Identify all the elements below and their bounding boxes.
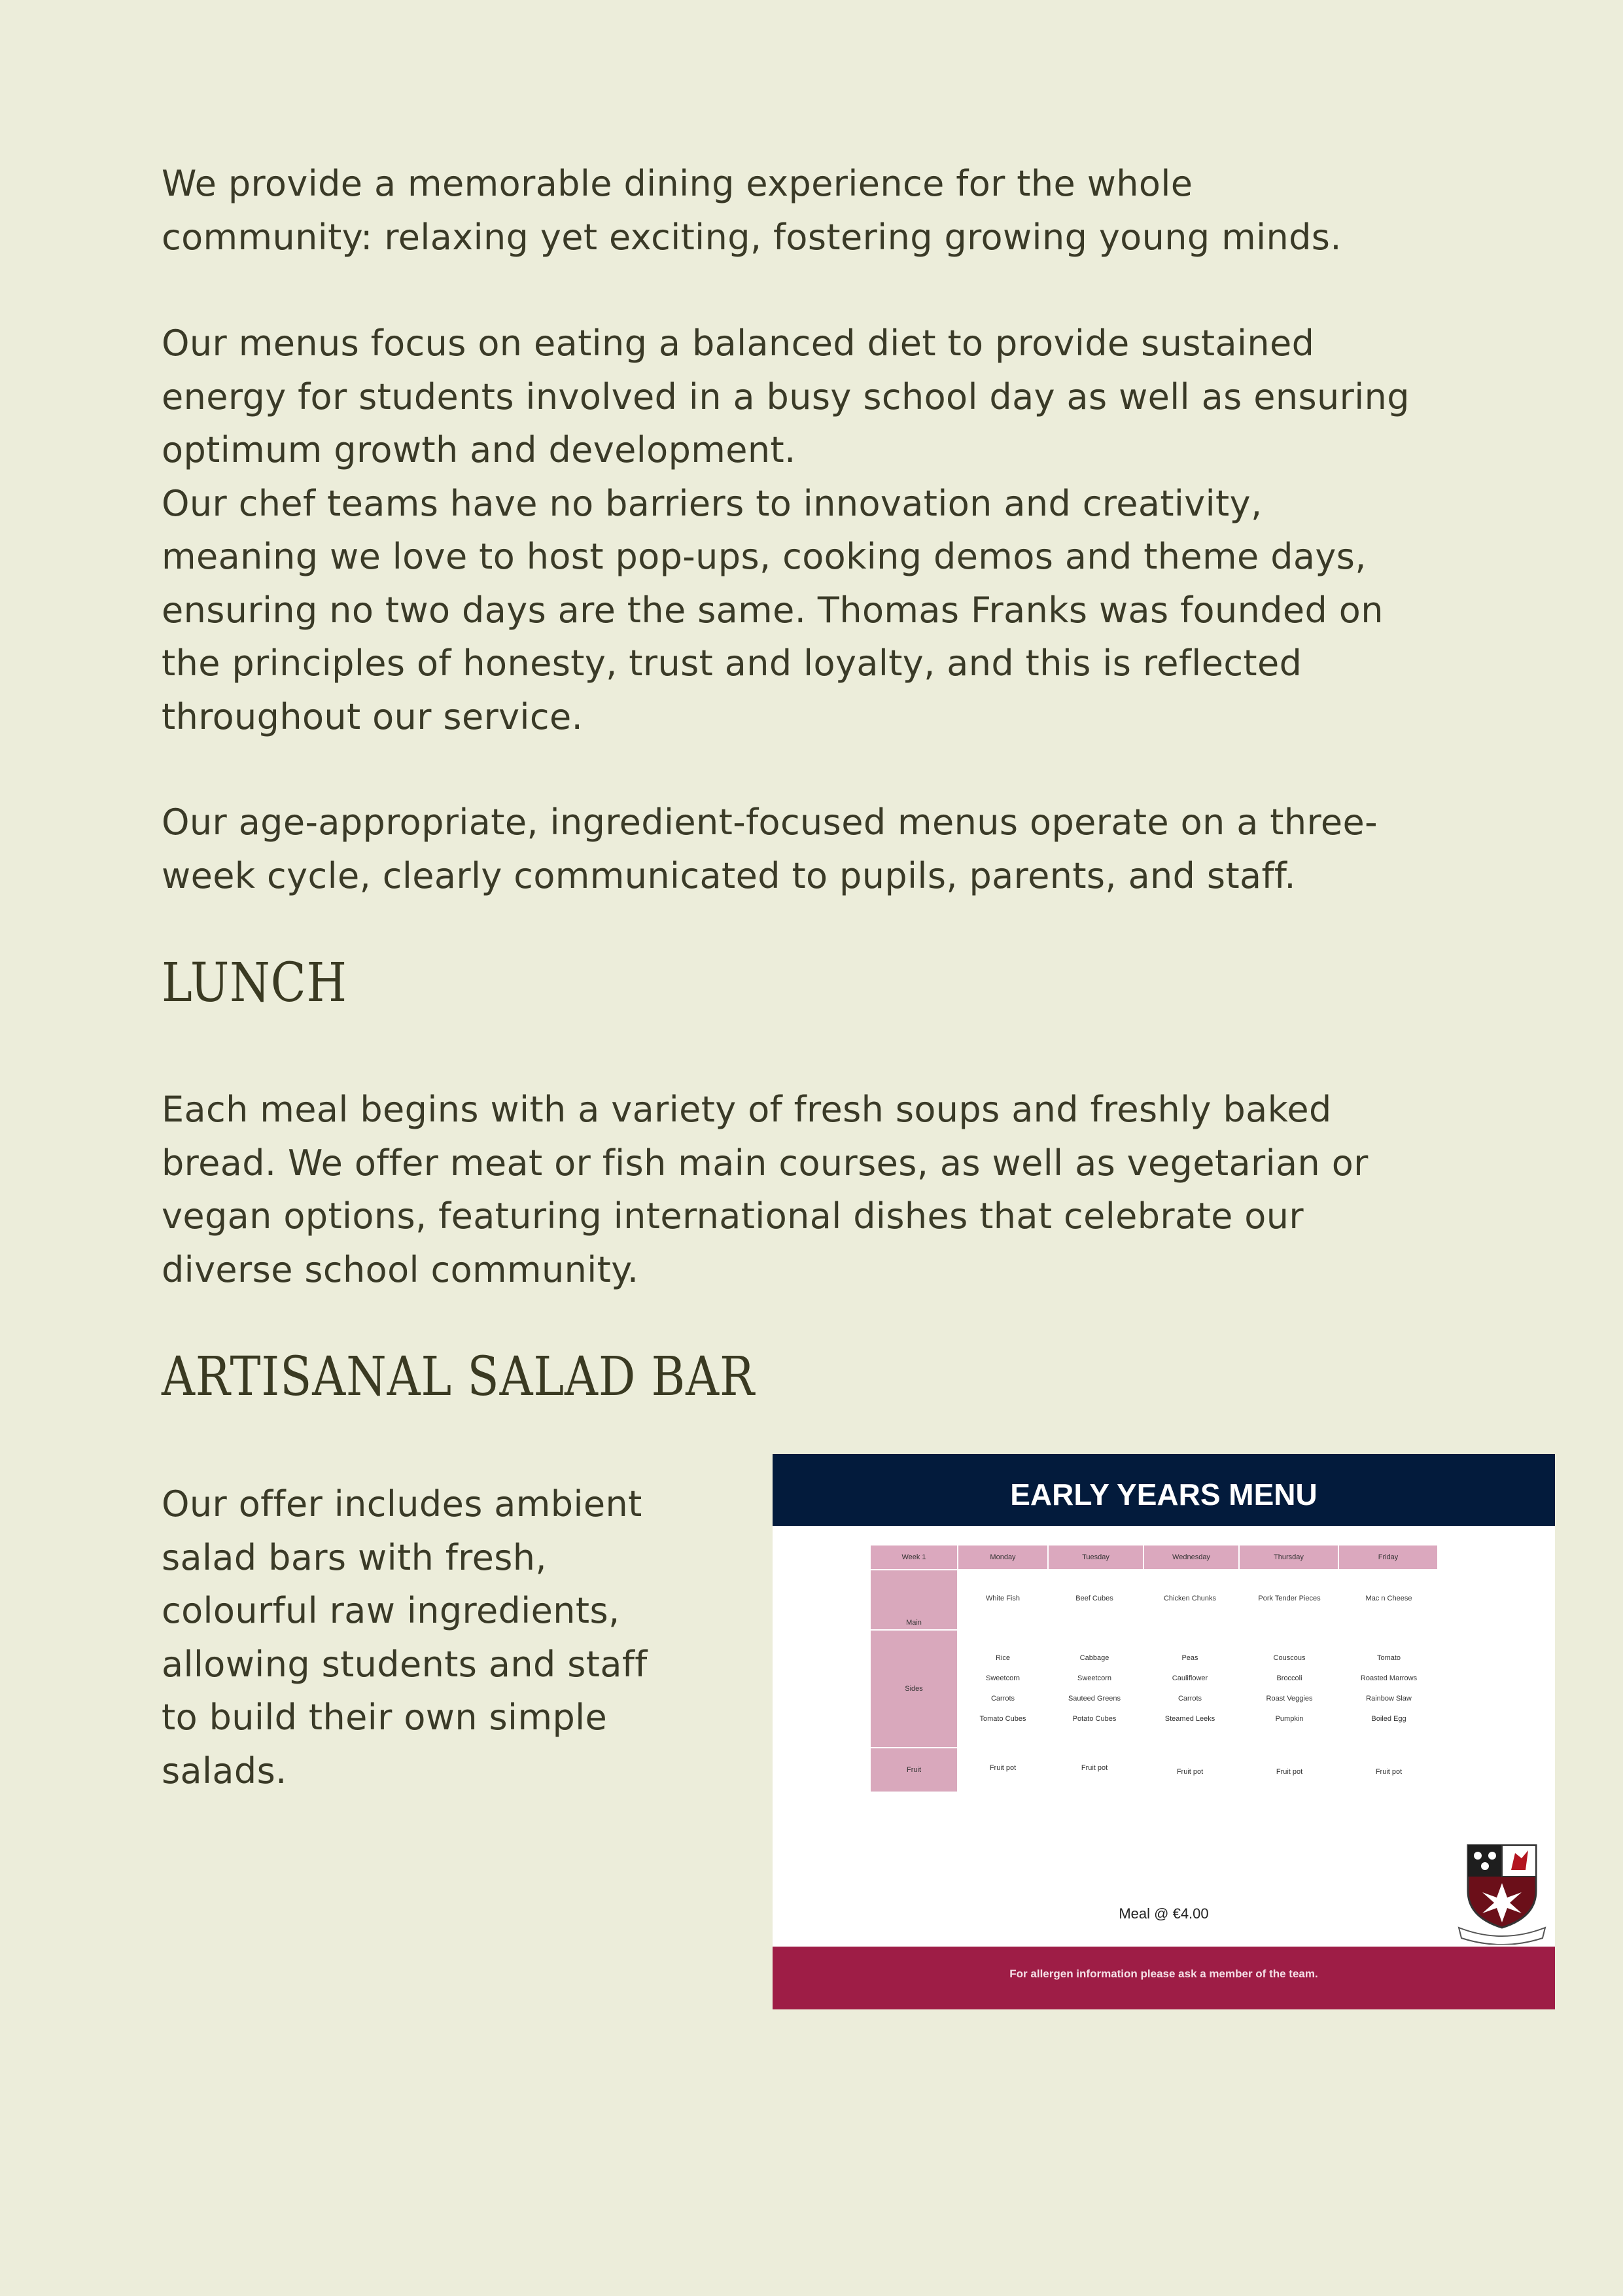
menu-cycle-paragraph: Our age-appropriate, ingredient-focused menus operate on a three- week cycle, clearly communicated to pupils, parents, and staff. bbox=[162, 802, 1378, 896]
row-label-fruit: Fruit bbox=[871, 1748, 957, 1792]
side-item: Rice bbox=[995, 1654, 1010, 1662]
fruit-cell: Fruit pot bbox=[1176, 1768, 1204, 1776]
side-item: Carrots bbox=[1178, 1695, 1202, 1703]
side-item: Cabbage bbox=[1079, 1654, 1109, 1662]
sides-cell bbox=[1244, 1648, 1335, 1729]
side-item: Potato Cubes bbox=[1072, 1715, 1117, 1723]
main-cell: Chicken Chunks bbox=[1163, 1595, 1217, 1602]
sides-cell bbox=[957, 1648, 1049, 1729]
menus-paragraph: Our menus focus on eating a balanced diet to provide sustained energy for students involved in a busy school day as well as ensuring optimum growth and development. Our chef teams have no barriers to innovation and creativity, meaning we love to host pop-ups, cooking demos and theme days, ensuring no two days are the same. Thomas Franks was founded on the principles of honesty, trust and loyalty, and this is reflected throughout our service. bbox=[162, 323, 1410, 737]
main-cell: Mac n Cheese bbox=[1365, 1595, 1412, 1602]
side-item: Cauliflower bbox=[1172, 1674, 1208, 1682]
side-item: Rainbow Slaw bbox=[1366, 1695, 1412, 1703]
side-item: Tomato Cubes bbox=[979, 1715, 1026, 1723]
side-item: Steamed Leeks bbox=[1164, 1715, 1215, 1723]
day-header: Monday bbox=[958, 1545, 1047, 1569]
intro-paragraph: We provide a memorable dining experience for the whole community: relaxing yet exciting, fostering growing young minds. bbox=[162, 163, 1342, 258]
side-item: Broccoli bbox=[1276, 1674, 1302, 1682]
menu-title: EARLY YEARS MENU bbox=[773, 1454, 1555, 1526]
lunch-heading: LUNCH bbox=[162, 952, 347, 1014]
sides-cell bbox=[1144, 1648, 1236, 1729]
fruit-cell: Fruit pot bbox=[1276, 1768, 1303, 1776]
day-header: Thursday bbox=[1240, 1545, 1338, 1569]
row-label-sides: Sides bbox=[871, 1631, 957, 1747]
main-cell: Beef Cubes bbox=[1075, 1595, 1113, 1602]
school-crest-icon bbox=[1456, 1840, 1548, 1945]
week-header: Week 1 bbox=[871, 1545, 957, 1569]
salad-bar-paragraph: Our offer includes ambient salad bars with fresh, colourful raw ingredients, allowing students and staff to build their own simple salads. bbox=[162, 1483, 648, 1792]
salad-bar-heading: ARTISANAL SALAD BAR bbox=[162, 1346, 755, 1408]
side-item: Pumpkin bbox=[1275, 1715, 1304, 1723]
side-item: Roasted Marrows bbox=[1360, 1674, 1418, 1682]
side-item: Tomato bbox=[1376, 1654, 1401, 1662]
side-item: Carrots bbox=[990, 1695, 1015, 1703]
allergen-footer: For allergen information please ask a member of the team. bbox=[773, 1947, 1555, 2009]
main-cell: Pork Tender Pieces bbox=[1258, 1595, 1321, 1602]
day-header: Wednesday bbox=[1144, 1545, 1238, 1569]
side-item: Sweetcorn bbox=[986, 1674, 1020, 1682]
row-label-main: Main bbox=[871, 1570, 957, 1629]
day-header: Friday bbox=[1339, 1545, 1437, 1569]
side-item: Roast Veggies bbox=[1266, 1695, 1313, 1703]
menu-table bbox=[871, 1545, 1433, 1794]
main-cell: White Fish bbox=[986, 1595, 1020, 1602]
early-years-menu-image bbox=[773, 1454, 1555, 2009]
sides-cell bbox=[1343, 1648, 1435, 1729]
side-item: Couscous bbox=[1273, 1654, 1306, 1662]
side-item: Peas bbox=[1181, 1654, 1198, 1662]
side-item: Boiled Egg bbox=[1371, 1715, 1406, 1723]
meal-price: Meal @ €4.00 bbox=[1119, 1905, 1209, 1922]
side-item: Sauteed Greens bbox=[1068, 1695, 1121, 1703]
fruit-cell: Fruit pot bbox=[1081, 1764, 1108, 1772]
sides-cell bbox=[1049, 1648, 1140, 1729]
day-header: Tuesday bbox=[1049, 1545, 1143, 1569]
fruit-cell: Fruit pot bbox=[989, 1764, 1017, 1772]
fruit-cell: Fruit pot bbox=[1375, 1768, 1403, 1776]
lunch-paragraph: Each meal begins with a variety of fresh soups and freshly baked bread. We offer meat or fish main courses, as well as vegetarian or vegan options, featuring international dishes that celebrate our diverse school community. bbox=[162, 1089, 1369, 1290]
side-item: Sweetcorn bbox=[1077, 1674, 1111, 1682]
